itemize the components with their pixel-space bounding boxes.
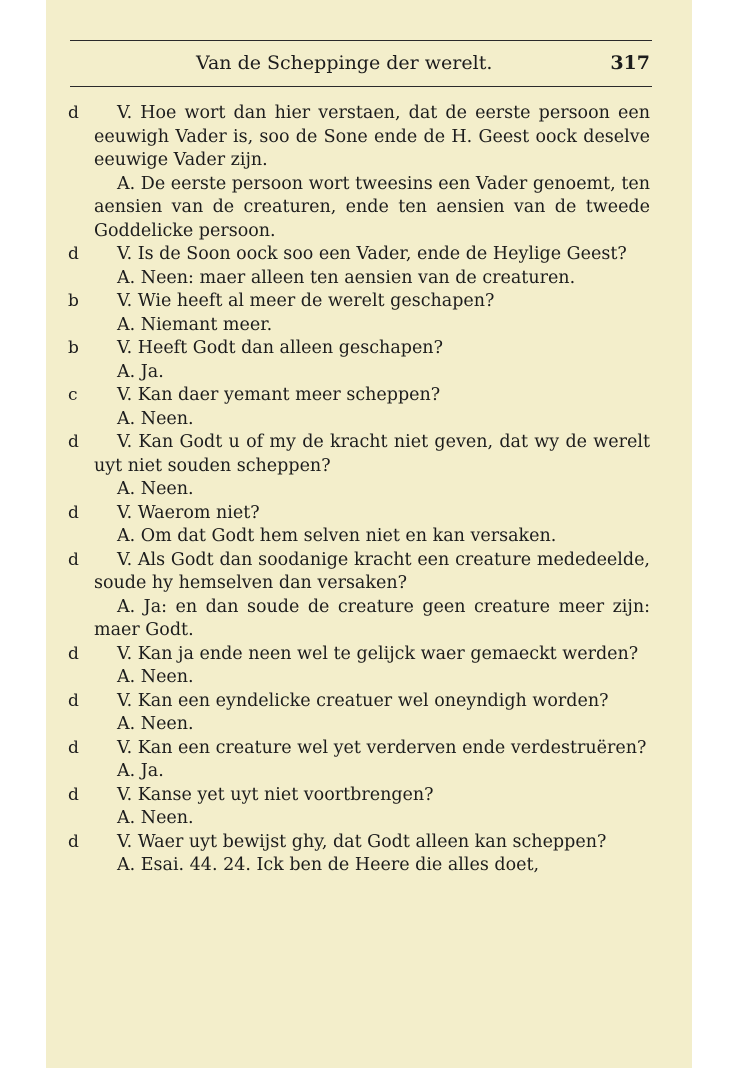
answer (94, 478, 650, 502)
question (68, 384, 650, 408)
entry-text: A. Ja: en dan soude de creature geen creature meer zijn: maer Godt. (94, 596, 650, 640)
question (68, 337, 650, 361)
entry-text: V. Kan ja ende neen wel te gelijck waer gemaeckt werden? (117, 643, 639, 664)
book-page (46, 0, 692, 1068)
running-title: Van de Scheppinge der werelt. (196, 52, 493, 74)
answer (94, 408, 650, 432)
answer (94, 173, 650, 244)
entry-text: A. Ja. (117, 361, 164, 382)
entry-text: V. Wie heeft al meer de werelt geschapen? (117, 291, 495, 311)
entry-text: V. Kan Godt u of my de kracht niet geven, dat wy de werelt uyt niet souden scheppen? (94, 432, 650, 476)
question (68, 549, 650, 596)
margin-mark: d (68, 502, 79, 523)
entry-text: A. Om dat Godt hem selven niet en kan versaken. (117, 526, 557, 546)
question (68, 737, 650, 761)
entry-text: A. Niemant meer. (117, 314, 273, 335)
margin-mark: c (68, 385, 78, 405)
question (68, 243, 650, 267)
question (68, 831, 650, 855)
question (68, 102, 650, 173)
entry-text: A. Neen. (117, 808, 194, 828)
page-number: 317 (610, 52, 650, 74)
margin-mark: d (68, 244, 79, 264)
entry-text: A. Neen. (117, 667, 194, 687)
entry-text: V. Waerom niet? (117, 502, 260, 523)
catechism-text (68, 102, 650, 878)
question (68, 502, 650, 526)
margin-mark: d (68, 831, 79, 852)
answer (94, 854, 650, 878)
question (68, 690, 650, 714)
answer (94, 666, 650, 690)
answer (94, 361, 650, 385)
answer (94, 760, 650, 784)
answer (94, 807, 650, 831)
question (68, 643, 650, 667)
margin-mark: d (68, 737, 79, 758)
entry-text: V. Waer uyt bewijst ghy, dat Godt alleen kan scheppen? (117, 831, 607, 852)
answer (94, 314, 650, 338)
entry-text: V. Heeft Godt dan alleen geschapen? (117, 338, 443, 358)
answer (94, 267, 650, 291)
answer (94, 525, 650, 549)
question (68, 784, 650, 808)
question (68, 431, 650, 478)
entry-text: V. Kan een eyndelicke creatuer wel oneyndigh worden? (117, 690, 609, 711)
margin-mark: d (68, 103, 79, 123)
entry-text: A. Neen: maer alleen ten aensien van de creaturen. (117, 267, 576, 288)
entry-text: A. De eerste persoon wort tweesins een Vader genoemt, ten aensien van de creaturen, ende ten aensien van de tweede Goddelicke persoon. (94, 173, 650, 241)
entry-text: A. Esai. 44. 24. Ick ben de Heere die alles doet, (117, 855, 540, 875)
answer (94, 713, 650, 737)
margin-mark: d (68, 643, 79, 664)
entry-text: V. Kan een creature wel yet verderven ende verdestruëren? (117, 737, 647, 758)
entry-text: V. Is de Soon oock soo een Vader, ende de Heylige Geest? (117, 244, 627, 264)
entry-text: V. Hoe wort dan hier verstaen, dat de eerste persoon een eeuwigh Vader is, soo de Sone ende de H. Geest oock deselve eeuwige Vader zijn. (94, 103, 650, 170)
margin-mark: d (68, 690, 79, 711)
entry-text: V. Kan daer yemant meer scheppen? (117, 385, 441, 405)
margin-mark: b (68, 291, 79, 311)
header-rule-bottom (70, 86, 652, 87)
entry-text: A. Ja. (117, 761, 164, 781)
entry-text: V. Kanse yet uyt niet voortbrengen? (117, 784, 434, 805)
entry-text: A. Neen. (117, 714, 194, 734)
margin-mark: d (68, 432, 79, 452)
margin-mark: b (68, 338, 79, 358)
margin-mark: d (68, 549, 79, 570)
header-rule-top (70, 40, 652, 41)
margin-mark: d (68, 784, 79, 805)
answer (94, 596, 650, 643)
question (68, 290, 650, 314)
entry-text: A. Neen. (117, 479, 194, 499)
entry-text: V. Als Godt dan soodanige kracht een creature mededeelde, soude hy hemselven dan versaken? (94, 549, 650, 593)
entry-text: A. Neen. (117, 408, 194, 429)
